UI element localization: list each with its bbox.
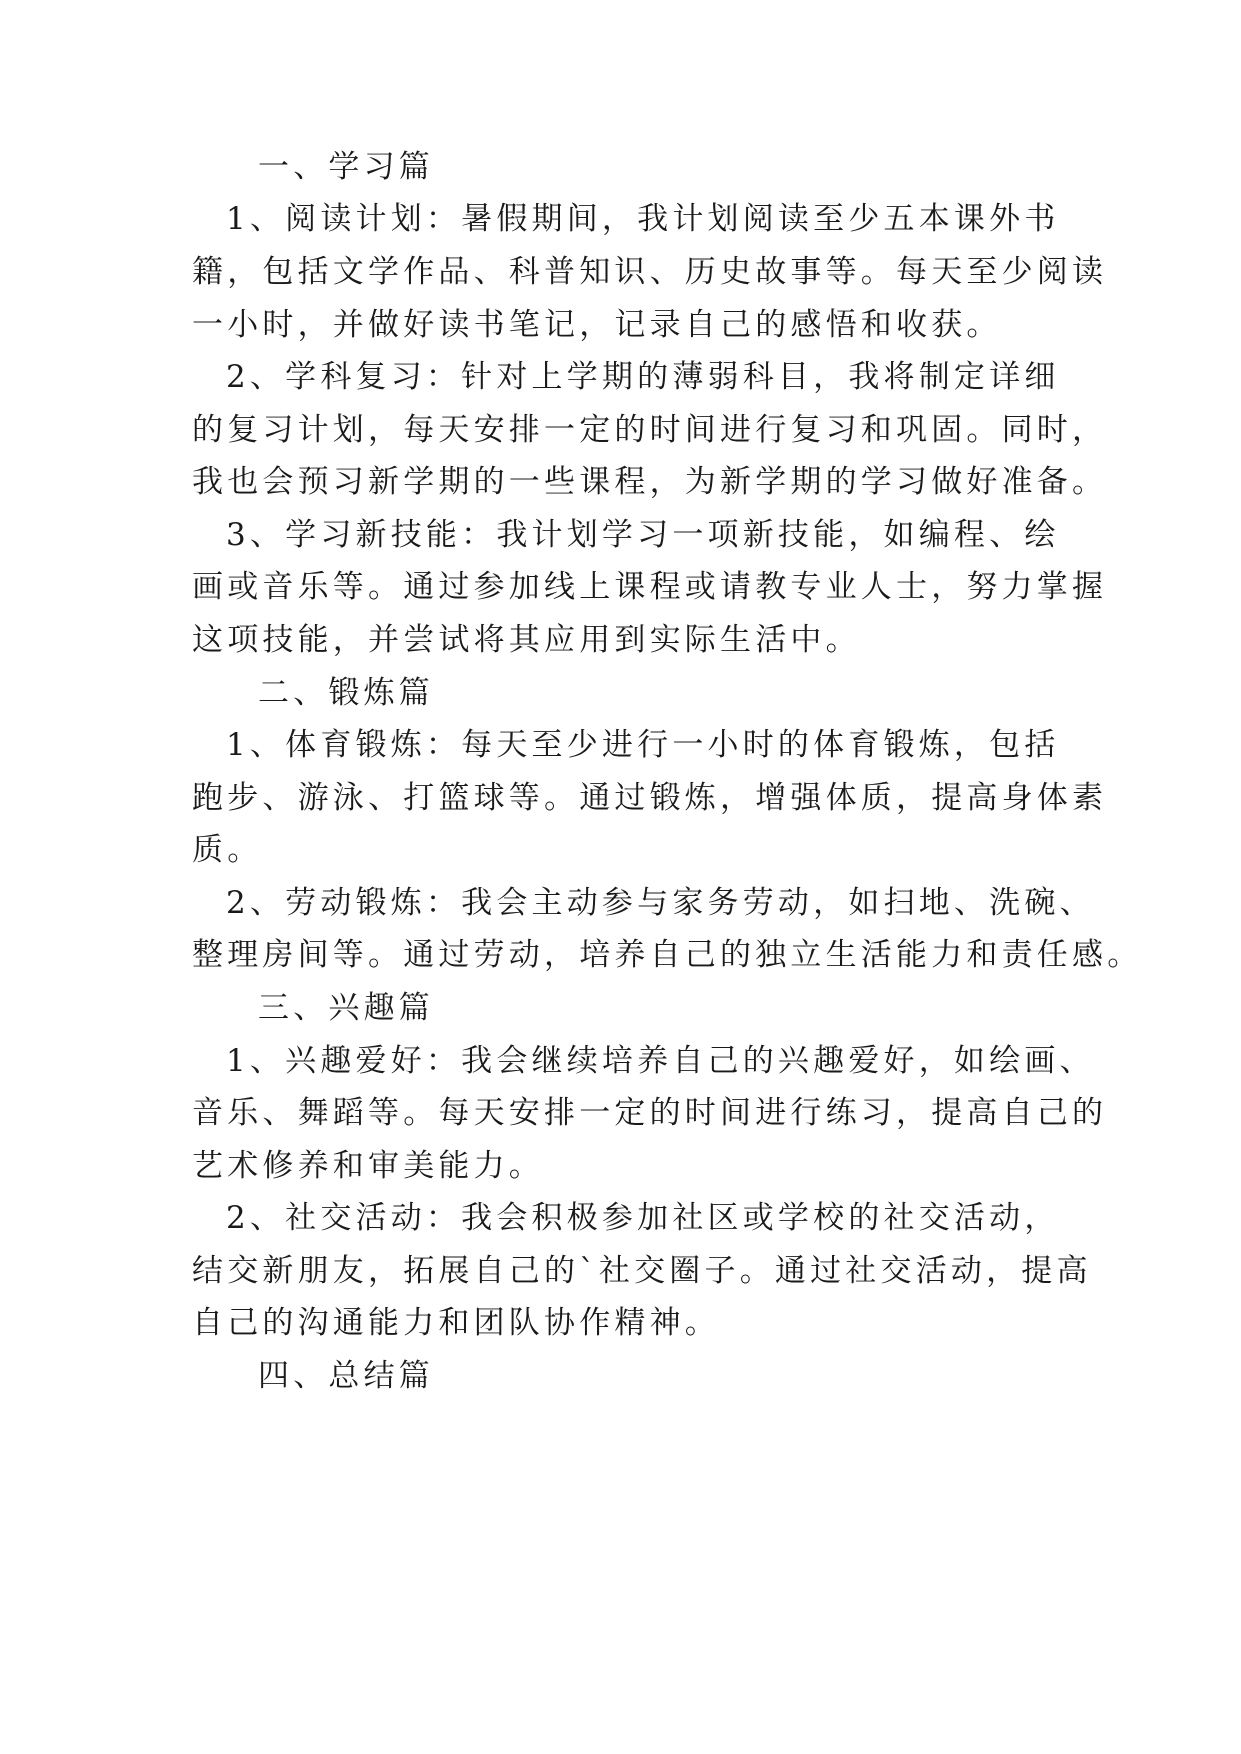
section-heading-exercise: 二、锻炼篇 — [258, 675, 434, 711]
paragraph-line: 2、劳动锻炼：我会主动参与家务劳动，如扫地、洗碗、 — [226, 885, 1095, 921]
paragraph-line: 2、社交活动：我会积极参加社区或学校的社交活动， — [226, 1200, 1060, 1236]
paragraph-line: 质。 — [192, 832, 263, 868]
paragraph-line: 艺术修养和审美能力。 — [192, 1148, 544, 1184]
section-heading-summary: 四、总结篇 — [258, 1358, 434, 1394]
paragraph-line: 2、学科复习：针对上学期的薄弱科目，我将制定详细 — [226, 359, 1060, 395]
paragraph-line: 1、兴趣爱好：我会继续培养自己的兴趣爱好，如绘画、 — [226, 1043, 1095, 1079]
paragraph-line: 1、阅读计划：暑假期间，我计划阅读至少五本课外书 — [226, 201, 1060, 237]
paragraph-line: 我也会预习新学期的一些课程，为新学期的学习做好准备。 — [192, 464, 1108, 500]
paragraph-line: 跑步、游泳、打篮球等。通过锻炼，增强体质，提高身体素 — [192, 780, 1108, 816]
paragraph-line: 3、学习新技能：我计划学习一项新技能，如编程、绘 — [226, 517, 1060, 553]
paragraph-line: 一小时，并做好读书笔记，记录自己的感悟和收获。 — [192, 307, 1002, 343]
paragraph-line: 1、体育锻炼：每天至少进行一小时的体育锻炼，包括 — [226, 727, 1060, 763]
paragraph-line: 音乐、舞蹈等。每天安排一定的时间进行练习，提高自己的 — [192, 1095, 1108, 1131]
paragraph-line: 画或音乐等。通过参加线上课程或请教专业人士，努力掌握 — [192, 569, 1108, 605]
paragraph-line: 整理房间等。通过劳动，培养自己的独立生活能力和责任感。 — [192, 937, 1143, 973]
paragraph-line: 这项技能，并尝试将其应用到实际生活中。 — [192, 622, 861, 658]
paragraph-line: 的复习计划，每天安排一定的时间进行复习和巩固。同时， — [192, 412, 1108, 448]
paragraph-line: 自己的沟通能力和团队协作精神。 — [192, 1305, 720, 1341]
paragraph-line: 籍，包括文学作品、科普知识、历史故事等。每天至少阅读 — [192, 254, 1108, 290]
section-heading-interests: 三、兴趣篇 — [258, 990, 434, 1026]
section-heading-study: 一、学习篇 — [258, 149, 434, 185]
paragraph-line: 结交新朋友，拓展自己的`社交圈子。通过社交活动，提高 — [192, 1253, 1092, 1289]
